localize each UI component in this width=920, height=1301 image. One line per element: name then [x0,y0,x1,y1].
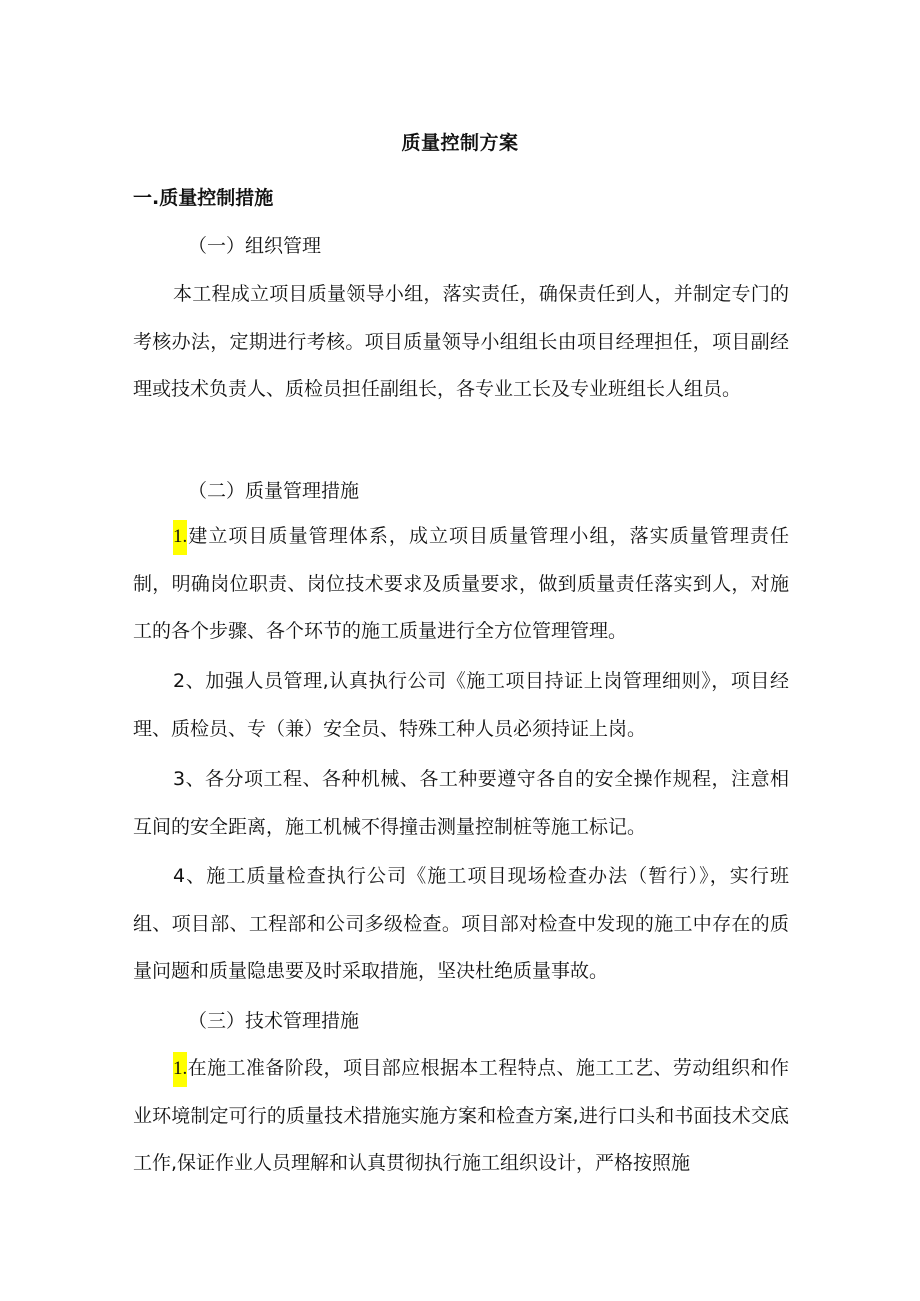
subsection-heading-quality-management: （二）质量管理措施 [188,480,360,502]
paragraph-quality-item-2: 2、加强人员管理,认真执行公司《施工项目持证上岗管理细则》，项目经理、质检员、专（兼）安全员、特殊工种人员必须持证上岗。 [133,670,789,740]
paragraph-technical-item-1 [133,1045,789,1188]
highlighted-item-number: 1. [173,1052,187,1087]
item-text: 建立项目质量管理体系，成立项目质量管理小组，落实质量管理责任制，明确岗位职责、岗位技术要求及质量要求，做到质量责任落实到人，对施工的各个步骤、各个环节的施工质量进行全方位管理管理。 [133,525,789,642]
subsection-heading-technical-management: （三）技术管理措施 [188,1010,360,1032]
paragraph-quality-item-4: 4、施工质量检查执行公司《施工项目现场检查办法（暂行）》，实行班组、项目部、工程部和公司多级检查。项目部对检查中发现的施工中存在的质量问题和质量隐患要及时采取措施，坚决杜绝质量事故。 [133,865,789,982]
highlighted-item-number: 1. [173,520,187,555]
paragraph-quality-item-1 [133,513,789,656]
section-heading-quality-control-measures: 一.质量控制措施 [133,187,274,209]
item-text: 在施工准备阶段，项目部应根据本工程特点、施工工艺、劳动组织和作业环境制定可行的质量技术措施实施方案和检查方案,进行口头和书面技术交底工作,保证作业人员理解和认真贯彻执行施工组织设计，严格按照施 [133,1057,789,1174]
paragraph-quality-item-3: 3、各分项工程、各种机械、各工种要遵守各自的安全操作规程，注意相互间的安全距离，施工机械不得撞击测量控制桩等施工标记。 [133,768,789,838]
document-title: 质量控制方案 [401,132,519,154]
paragraph-organization: 本工程成立项目质量领导小组，落实责任，确保责任到人，并制定专门的考核办法，定期进行考核。项目质量领导小组组长由项目经理担任，项目副经理或技术负责人、质检员担任副组长，各专业工长及专业班组长人组员。 [133,283,789,400]
subsection-heading-organization: （一）组织管理 [188,235,322,257]
